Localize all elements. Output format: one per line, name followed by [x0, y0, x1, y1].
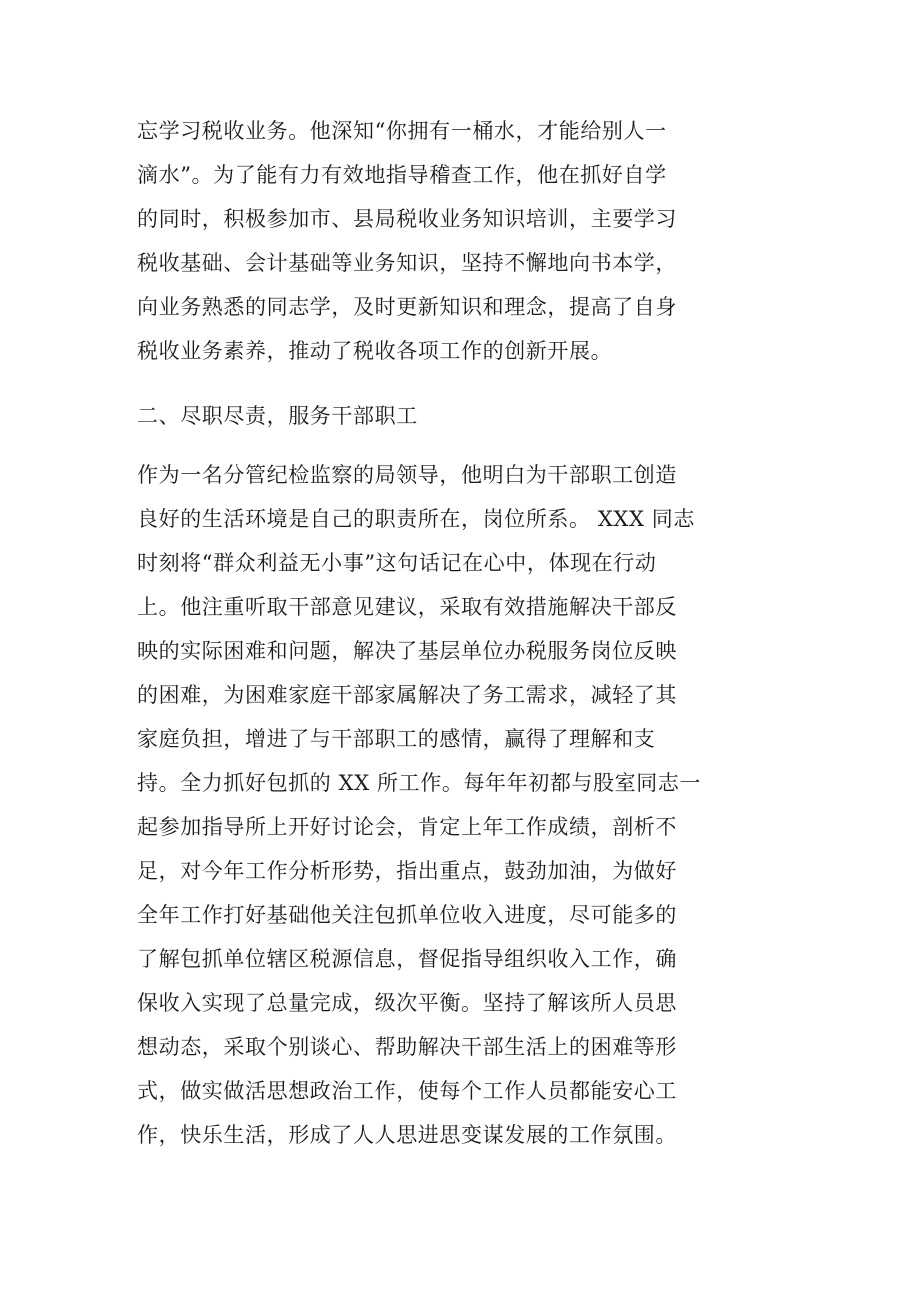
paragraph-2-line: 保收入实现了总量完成，级次平衡。坚持了解该所人员思	[137, 991, 677, 1015]
paragraph-2-line: 想动态，采取个别谈心、帮助解决干部生活上的困难等形	[137, 1035, 677, 1059]
paragraph-1-line: 的同时，积极参加市、县局税收业务知识培训，主要学习	[137, 207, 677, 231]
paragraph-1-line: 忘学习税收业务。他深知“你拥有一桶水，才能给别人一	[137, 119, 667, 143]
paragraph-2-line: 式，做实做活思想政治工作，使每个工作人员都能安心工	[137, 1079, 677, 1103]
paragraph-2-line: 映的实际困难和问题，解决了基层单位办税服务岗位反映	[137, 639, 677, 663]
paragraph-2-line: 家庭负担，增进了与干部职工的感情，赢得了理解和支	[137, 727, 656, 751]
paragraph-2-line: 上。他注重听取干部意见建议，采取有效措施解决干部反	[137, 595, 677, 619]
paragraph-1-line: 税收基础、会计基础等业务知识，坚持不懈地向书本学，	[137, 251, 677, 275]
paragraph-2-line: 全年工作打好基础他关注包抓单位收入进度，尽可能多的	[137, 903, 677, 927]
paragraph-2-line: 足，对今年工作分析形势，指出重点，鼓劲加油，为做好	[137, 859, 677, 883]
paragraph-2-line: 时刻将“群众利益无小事”这句话记在心中，体现在行动	[137, 551, 657, 575]
paragraph-2-line: 良好的生活环境是自己的职责所在，岗位所系。 XXX 同志	[137, 507, 695, 531]
paragraph-1-line: 滴水”。为了能有力有效地指导稽查工作，他在抓好自学	[137, 163, 667, 187]
paragraph-2-line: 了解包抓单位辖区税源信息，督促指导组织收入工作，确	[137, 947, 677, 971]
paragraph-2-line: 作为一名分管纪检监察的局领导，他明白为干部职工创造	[137, 463, 677, 487]
paragraph-1-line: 向业务熟悉的同志学，及时更新知识和理念，提高了自身	[137, 295, 677, 319]
paragraph-1-line: 税收业务素养，推动了税收各项工作的创新开展。	[137, 339, 613, 363]
paragraph-2-line: 持。全力抓好包抓的 XX 所工作。每年年初都与股室同志一	[137, 771, 702, 795]
paragraph-2-line: 作，快乐生活，形成了人人思进思变谋发展的工作氛围。	[137, 1123, 677, 1147]
section-heading: 二、尽职尽责，服务干部职工	[137, 404, 418, 428]
paragraph-2-line: 的困难，为困难家庭干部家属解决了务工需求，减轻了其	[137, 683, 677, 707]
paragraph-2-line: 起参加指导所上开好讨论会，肯定上年工作成绩，剖析不	[137, 815, 677, 839]
